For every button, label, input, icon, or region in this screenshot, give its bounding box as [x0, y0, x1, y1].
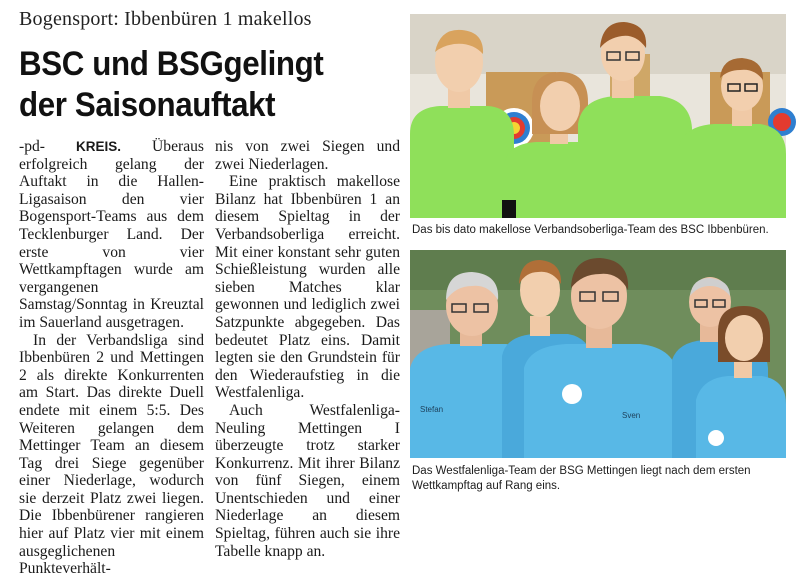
headline-line-1: BSC und BSGgelingt	[19, 45, 324, 83]
paragraph-intro-text: Überaus erfolgreich gelang der Auftakt in die Hallen-Ligasaison den vier Bogensport-Teams aus dem Tecklenburger Land. Der erste von vier Wettkampftagen wurde am vergangenen Samstag/Sonntag in Kreuztal im Sauerland ausgetragen.	[19, 138, 204, 331]
club-badge-icon	[562, 384, 582, 404]
headline-line-2: der Saisonauftakt	[19, 86, 276, 124]
article-column-1	[19, 138, 204, 578]
article-kicker: Bogensport: Ibbenbüren 1 makellos	[19, 8, 312, 30]
shirt-name-label: Stefan	[420, 405, 444, 414]
paragraph-continuation: nis von zwei Siegen und zwei Niederlagen.	[215, 138, 400, 173]
photo-caption-2-line-1: Das Westfalenliga-Team der BSG Mettingen liegt nach dem ersten	[412, 465, 751, 477]
article-headline	[19, 44, 369, 126]
team-photo-bsg-mettingen	[410, 250, 786, 458]
location-tag: KREIS.	[76, 139, 122, 154]
club-badge-icon	[708, 430, 724, 446]
paragraph-verbandsliga: In der Verbandsliga sind Ibbenbüren 2 und Mettingen 2 als direkte Konkurrenten am Start. Das direkte Duell endete mit einem 5:5. Des Weiteren gelangen dem Mettinger Team an diesem Tag drei Siege gegenüber einer Niederlage, wodurch sie derzeit Platz zwei liegen. Die Ibbenbürener rangieren hier auf Platz vier mit einem ausgeglichenen Punkteverhält-	[19, 331, 204, 578]
paragraph-intro	[19, 138, 204, 332]
photo-caption-2	[412, 464, 792, 494]
photo-caption-2-line-2: Wettkampftag auf Rang eins.	[412, 480, 561, 492]
paragraph-verbandsoberliga: Eine praktisch makellose Bilanz hat Ibbenbüren 1 an diesem Spieltag in der Verbandsoberliga erreicht. Mit einer konstant sehr guten Schießleistung wurden alle sieben Matches klar gewonnen und lediglich zwei Satzpunkte abgegeben. Das bedeutet Platz eins. Damit legten sie den Grundstein für den Wiederaufstieg in die Westfalenliga.	[215, 173, 400, 402]
team-photo-bsc-ibbenbueren	[410, 14, 786, 218]
article-column-2	[215, 138, 400, 560]
shirt-name-label: Sven	[622, 411, 641, 420]
byline: -pd-	[19, 138, 45, 155]
photo-caption-1: Das bis dato makellose Verbandsoberliga-Team des BSC Ibbenbüren.	[412, 224, 769, 236]
paragraph-westfalenliga: Auch Westfalenliga-Neuling Mettingen I überzeugte trotz starker Konkurrenz. Mit ihrer Bilanz von fünf Siegen, einem Unentschieden und einer Niederlage an diesem Spieltag, führen auch sie ihre Tabelle knapp an.	[215, 401, 400, 560]
